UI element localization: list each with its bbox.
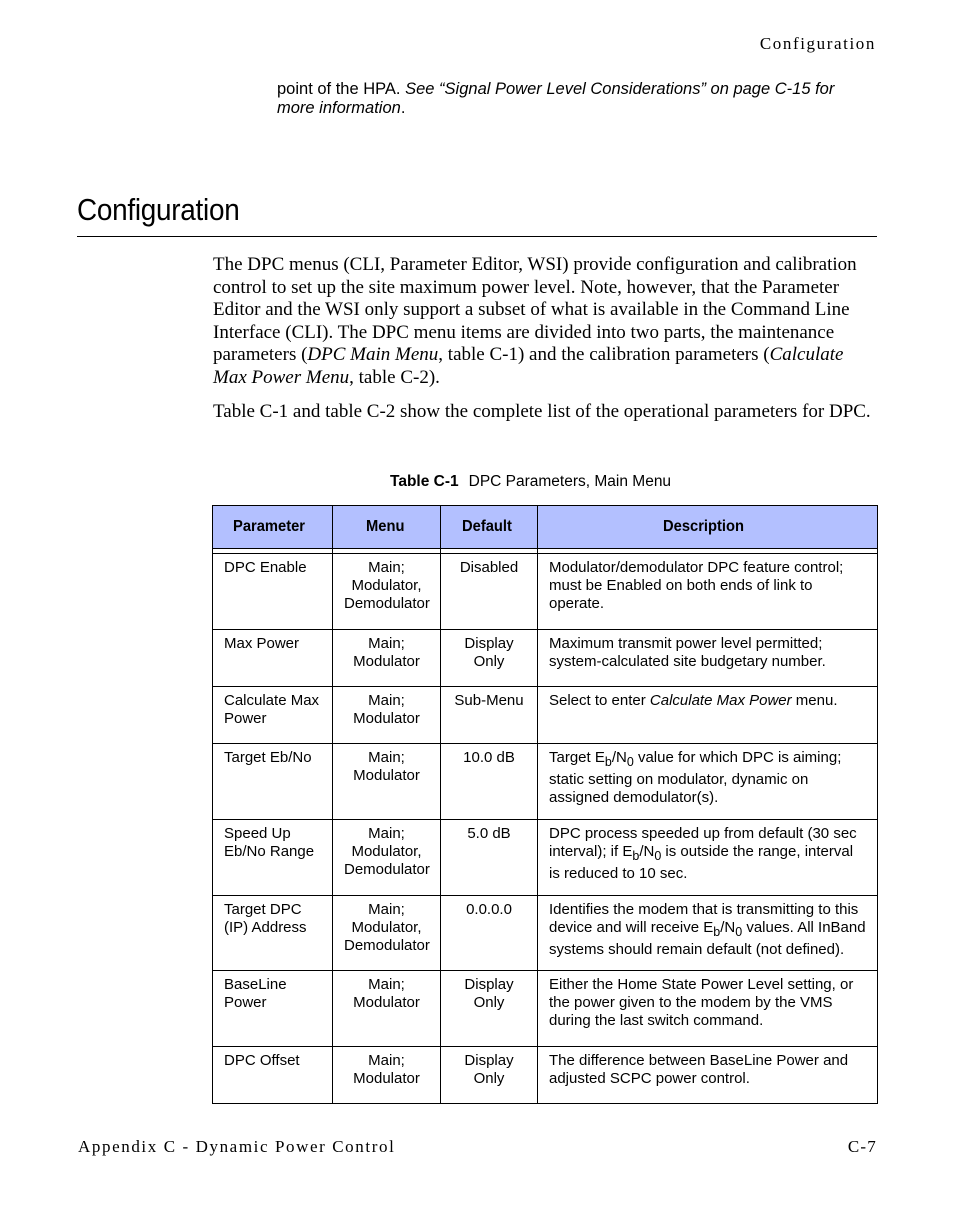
intro-text-1: The DPC menus (CLI, Parameter Editor, WSI) provide configuration and calibration control to set up the site maximum power level. Note, however, that the Parameter Editor and the WSI only support a subset of what is available in the Command Line Interface (CLI). The DPC menu items are divided into two parts, the maintenance parameters ( <box>213 254 857 366</box>
table-row <box>213 896 878 971</box>
cell-default: Display Only <box>441 971 538 1047</box>
cell-menu: Main; Modulator, Demodulator <box>333 820 441 896</box>
intro-text-3: , table C-2). <box>349 366 440 388</box>
cell-description: Select to enter Calculate Max Power menu. <box>538 687 878 744</box>
running-header: Configuration <box>759 34 876 53</box>
section-divider <box>77 236 877 237</box>
cell-parameter: Max Power <box>213 630 333 687</box>
cell-menu: Main; Modulator <box>333 744 441 820</box>
intro-paragraph <box>213 254 881 390</box>
cell-menu: Main; Modulator <box>333 1047 441 1104</box>
header-parameter: Parameter <box>213 506 333 549</box>
cell-menu: Main; Modulator <box>333 687 441 744</box>
cell-parameter: DPC Offset <box>213 1047 333 1104</box>
table-header-row <box>213 506 878 549</box>
header-default: Default <box>441 506 538 549</box>
cell-default: 10.0 dB <box>441 744 538 820</box>
footer-chapter-title: Appendix C - Dynamic Power Control <box>78 1137 396 1156</box>
cell-default: Display Only <box>441 630 538 687</box>
cell-description: DPC process speeded up from default (30 sec interval); if $E_b/N_0$ is outside the range, interval is reduced to 10 sec. <box>538 820 878 896</box>
cell-parameter: Target DPC (IP) Address <box>213 896 333 971</box>
table-row <box>213 820 878 896</box>
cell-menu: Main; Modulator <box>333 971 441 1047</box>
intro-italic-calc-menu: Calculate Max Power Menu <box>213 344 844 388</box>
cell-default: Sub-Menu <box>441 687 538 744</box>
cell-description: The difference between BaseLine Power and adjusted SCPC power control. <box>538 1047 878 1104</box>
cell-description: Identifies the modem that is transmitting to this device and will receive $E_b/N_0$ values. All InBand systems should remain default (not defined). <box>538 896 878 971</box>
table-row <box>213 554 878 630</box>
continuation-end: . <box>400 99 406 117</box>
cell-parameter: Speed Up Eb/No Range <box>213 820 333 896</box>
table-row <box>213 1047 878 1104</box>
cell-description: Modulator/demodulator DPC feature control; must be Enabled on both ends of link to operate. <box>538 554 878 630</box>
cell-menu: Main; Modulator <box>333 630 441 687</box>
cell-menu: Main; Modulator, Demodulator <box>333 554 441 630</box>
cell-parameter: BaseLine Power <box>213 971 333 1047</box>
continuation-plain: point of the HPA. <box>277 80 406 98</box>
cell-description: Maximum transmit power level permitted; system-calculated site budgetary number. <box>538 630 878 687</box>
dpc-parameters-table <box>212 505 878 1104</box>
table-row <box>213 744 878 820</box>
cell-parameter: Target Eb/No <box>213 744 333 820</box>
cell-default: Disabled <box>441 554 538 630</box>
cell-menu: Main; Modulator, Demodulator <box>333 896 441 971</box>
table-intro-paragraph: Table C-1 and table C-2 show the complete list of the operational parameters for DPC. <box>213 401 871 422</box>
cell-parameter: DPC Enable <box>213 554 333 630</box>
cell-default: 5.0 dB <box>441 820 538 896</box>
section-title: Configuration <box>77 192 240 227</box>
table-caption-title: DPC Parameters, Main Menu <box>468 473 672 490</box>
cell-default: 0.0.0.0 <box>441 896 538 971</box>
table-caption-label: Table C-1 <box>390 473 459 490</box>
table-row <box>213 630 878 687</box>
table-row <box>213 687 878 744</box>
continuation-cross-reference: See “Signal Power Level Considerations” on page C-15 for more information <box>277 80 835 117</box>
footer-page-number: C-7 <box>847 1137 877 1156</box>
cell-default: Display Only <box>441 1047 538 1104</box>
continuation-text <box>277 80 837 118</box>
cell-description: Target $E_b/N_0$ value for which DPC is aiming; static setting on modulator, dynamic on assigned demodulator(s). <box>538 744 878 820</box>
table-row <box>213 971 878 1047</box>
intro-text-2: , table C-1) and the calibration parameters ( <box>438 344 770 366</box>
table-caption <box>390 473 671 491</box>
header-menu: Menu <box>333 506 441 549</box>
intro-italic-main-menu: DPC Main Menu <box>307 344 439 366</box>
cell-description: Either the Home State Power Level setting, or the power given to the modem by the VMS during the last switch command. <box>538 971 878 1047</box>
cell-parameter: Calculate Max Power <box>213 687 333 744</box>
header-description: Description <box>538 506 878 549</box>
